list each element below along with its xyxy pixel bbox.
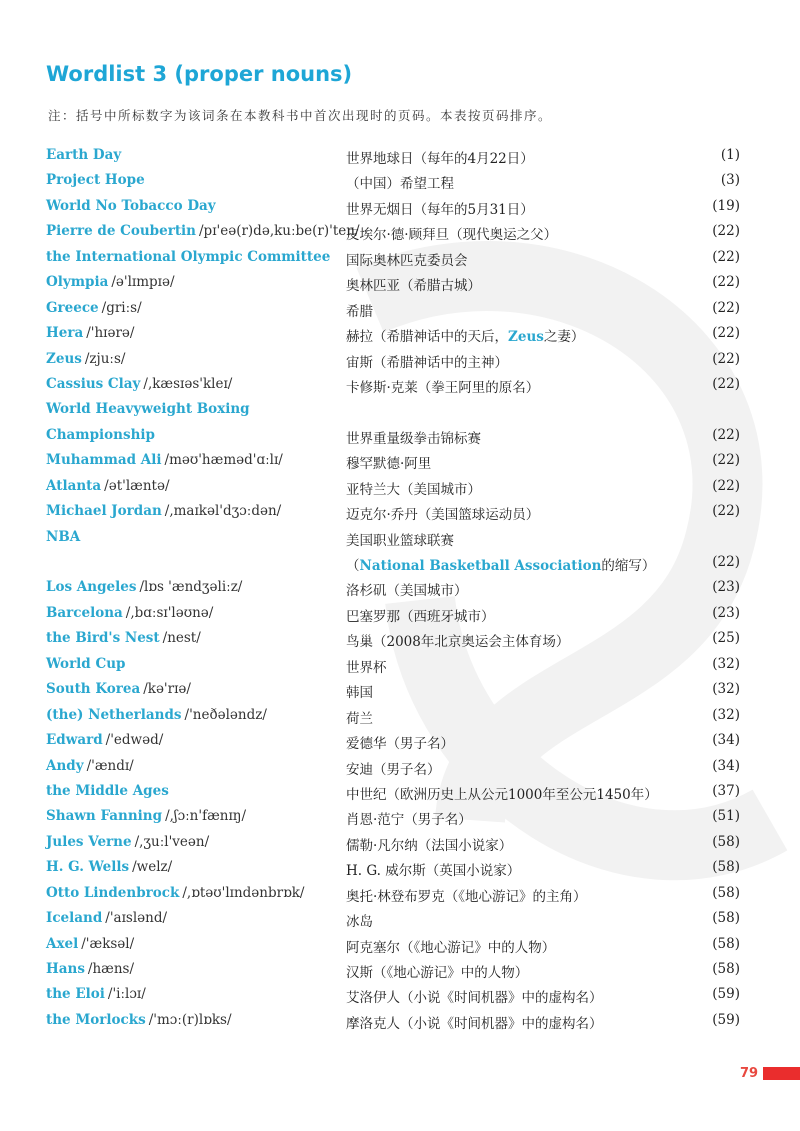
entry-phonetic: /lɒs 'ændʒəliːz/: [139, 579, 243, 596]
entry-translation-part: 之妻）: [543, 329, 585, 346]
entry-translation: 荷兰: [346, 710, 373, 727]
entry-page: (58): [712, 961, 740, 977]
entry-term: [46, 630, 201, 646]
wordlist-row: [46, 195, 740, 220]
entry-page: (22): [712, 426, 740, 443]
entry-word: World Cup: [46, 655, 126, 672]
entry-phonetic: /məʊ'hæməd'ɑːlɪ/: [164, 452, 283, 469]
entry-term: [46, 503, 281, 519]
entry-phonetic: /zjuːs/: [84, 350, 126, 367]
entry-translation: 迈克尔·乔丹（美国篮球运动员）: [346, 507, 540, 524]
entry-phonetic: /nest/: [162, 630, 201, 647]
entry-phonetic: /'æksəl/: [81, 935, 135, 952]
entry-word: Greece: [46, 299, 99, 316]
wordlist-row: [46, 271, 740, 296]
entry-translation: 摩洛克人（小说《时间机器》中的虚构名）: [346, 1015, 603, 1032]
entry-word: Hera: [46, 325, 84, 342]
entry-word: the Eloi: [46, 986, 105, 1003]
entry-word: South Korea: [46, 681, 141, 698]
entry-word: NBA: [46, 528, 81, 545]
entry-phonetic: /griːs/: [101, 299, 142, 316]
page-number-bar: [763, 1067, 800, 1080]
wordlist-row: [46, 169, 740, 194]
entry-translation: 世界地球日（每年的4月22日）: [346, 151, 534, 167]
entry-translation: 冰岛: [346, 914, 373, 931]
entry-translation: 国际奥林匹克委员会: [346, 252, 468, 269]
entry-word: Pierre de Coubertin: [46, 223, 196, 240]
entry-word: Jules Verne: [46, 833, 132, 850]
entry-term: [46, 579, 242, 595]
entry-phonetic: /pɪ'eə(r)də,kuːbe(r)'ten/: [199, 223, 360, 240]
wordlist-row: [46, 526, 740, 551]
wordlist-row: [46, 729, 740, 754]
wordlist-row: [46, 398, 740, 423]
entry-word: the International Olympic Committee: [46, 248, 331, 265]
entry-phonetic: /'neðələndz/: [184, 706, 267, 723]
entry-word: the Middle Ages: [46, 782, 169, 799]
wordlist-row: [46, 373, 740, 398]
entry-term: [46, 808, 246, 824]
wordlist-row: [46, 551, 740, 576]
entry-page: (22): [712, 375, 740, 392]
entry-phonetic: /'iːlɔɪ/: [107, 986, 146, 1003]
entry-translation: 鸟巢（2008年北京奥运会主体育场）: [346, 634, 570, 651]
entry-term: [46, 351, 125, 367]
entry-phonetic: /'ændɪ/: [86, 757, 134, 774]
entry-phonetic: /'mɔː(r)lɒks/: [148, 1011, 232, 1028]
entry-word: Barcelona: [46, 604, 123, 621]
wordlist-row: [46, 907, 740, 932]
entry-term: [46, 783, 169, 799]
entry-phonetic: /welz/: [132, 859, 173, 876]
entry-word: Shawn Fanning: [46, 808, 163, 825]
wordlist-row: [46, 882, 740, 907]
page-note: 注：括号中所标数字为该词条在本教科书中首次出现时的页码。本表按页码排序。: [48, 108, 553, 123]
entry-term: [46, 986, 146, 1002]
entry-translation: 皮埃尔·德·顾拜旦（现代奥运之父）: [346, 227, 558, 244]
entry-page: (32): [712, 706, 740, 723]
entry-translation-part: 赫拉（希腊神话中的天后，: [346, 329, 508, 346]
entry-term: [46, 605, 213, 621]
wordlist-row: [46, 500, 740, 525]
entry-term: [46, 529, 80, 545]
entry-page: (22): [712, 554, 740, 570]
entry-translation-part: （: [346, 558, 360, 574]
wordlist-row: [46, 576, 740, 601]
wordlist-row: [46, 322, 740, 347]
entry-term: [46, 681, 191, 697]
entry-term: [46, 656, 125, 672]
entry-term: [46, 401, 250, 417]
entry-phonetic: /ə'lɪmpɪə/: [111, 274, 175, 291]
entry-page: (22): [712, 452, 740, 469]
entry-term: [46, 452, 283, 468]
entry-translation: 亚特兰大（美国城市）: [346, 481, 481, 498]
wordlist-row: [46, 755, 740, 780]
entry-page: (58): [712, 935, 740, 952]
wordlist-row: [46, 653, 740, 678]
entry-translation: 巴塞罗那（西班牙城市）: [346, 608, 495, 625]
entry-translation: 中世纪（欧洲历史上从公元1000年至公元1450年）: [346, 786, 658, 803]
wordlist-row: [46, 424, 740, 449]
entry-translation: 穆罕默德·阿里: [346, 456, 432, 473]
entry-translation: 阿克塞尔（《地心游记》中的人物）: [346, 939, 556, 956]
wordlist-row: [46, 220, 740, 245]
entry-translation: （中国）希望工程: [346, 176, 454, 193]
entry-word: Atlanta: [46, 477, 102, 494]
entry-translation: 世界重量级拳击锦标赛: [346, 430, 481, 447]
entry-page: (19): [712, 197, 740, 214]
entry-translation: 儒勒·凡尔纳（法国小说家）: [346, 837, 513, 854]
wordlist-row: [46, 704, 740, 729]
entry-page: (32): [712, 655, 740, 672]
entry-word: H. G. Wells: [46, 859, 130, 876]
wordlist-table: [46, 144, 740, 1034]
wordlist-row: [46, 780, 740, 805]
entry-translation-highlight: National Basketball Association: [359, 558, 602, 574]
entry-translation: 艾洛伊人（小说《时间机器》中的虚构名）: [346, 990, 603, 1007]
entry-phonetic: /hæns/: [87, 961, 135, 977]
entry-word: Axel: [46, 935, 79, 952]
wordlist-row: [46, 805, 740, 830]
entry-phonetic: /'edwəd/: [105, 732, 164, 749]
entry-term: [46, 147, 121, 163]
entry-term: [46, 859, 172, 875]
wordlist-row: [46, 958, 740, 983]
entry-term: [46, 325, 134, 341]
entry-translation: 韩国: [346, 685, 373, 702]
entry-word: Michael Jordan: [46, 503, 162, 520]
entry-translation-highlight: Zeus: [508, 329, 544, 346]
entry-page: (25): [712, 630, 740, 647]
entry-page: (22): [712, 325, 740, 342]
entry-page: (37): [712, 782, 740, 799]
entry-word: Iceland: [46, 910, 103, 927]
wordlist-row: [46, 246, 740, 271]
entry-word: the Morlocks: [46, 1011, 146, 1028]
entry-translation: 奥托·林登布罗克（《地心游记》的主角）: [346, 888, 587, 905]
wordlist-row: [46, 856, 740, 881]
entry-phonetic: /,bɑːsɪ'ləʊnə/: [125, 604, 214, 621]
entry-term: [46, 249, 330, 265]
entry-word: Muhammad Ali: [46, 452, 162, 469]
entry-term: [46, 172, 145, 188]
entry-page: (3): [720, 172, 740, 189]
wordlist-row: [46, 348, 740, 373]
wordlist-row: [46, 627, 740, 652]
entry-page: (22): [712, 299, 740, 316]
entry-page: (34): [712, 757, 740, 774]
entry-term: [46, 885, 304, 901]
entry-page: (59): [712, 1011, 740, 1028]
entry-term: [46, 834, 209, 850]
entry-translation: 希腊: [346, 303, 373, 320]
wordlist-row: [46, 831, 740, 856]
entry-page: (58): [712, 833, 740, 850]
entry-page: (22): [712, 223, 740, 240]
entry-word: Edward: [46, 732, 103, 749]
entry-translation: 世界无烟日（每年的5月31日）: [346, 201, 534, 218]
entry-translation-part: 的缩写）: [601, 558, 656, 574]
entry-word: Otto Lindenbrock: [46, 884, 180, 901]
entry-word: Cassius Clay: [46, 375, 141, 392]
entry-word: Zeus: [46, 350, 82, 367]
entry-translation: 世界杯: [346, 659, 387, 676]
entry-word: Earth Day: [46, 147, 122, 163]
page-title: Wordlist 3 (proper nouns): [46, 62, 353, 86]
entry-word: Hans: [46, 961, 85, 977]
entry-term: [46, 478, 170, 494]
entry-term: [46, 427, 155, 443]
entry-term: [46, 936, 134, 952]
wordlist-row: [46, 449, 740, 474]
entry-page: (22): [712, 477, 740, 494]
entry-phonetic: /'hɪərə/: [86, 325, 135, 342]
entry-page: (22): [712, 350, 740, 367]
entry-phonetic: /kə'rɪə/: [143, 681, 191, 698]
entry-translation: 爱德华（男子名）: [346, 736, 454, 753]
entry-translation: [346, 554, 655, 574]
entry-page: (32): [712, 681, 740, 698]
entry-term: [46, 707, 267, 723]
entry-translation: 宙斯（希腊神话中的主神）: [346, 354, 508, 371]
entry-term: [46, 376, 232, 392]
entry-translation: 肖恩·范宁（男子名）: [346, 812, 472, 829]
entry-translation: 安迪（男子名）: [346, 761, 441, 778]
entry-term: [46, 198, 216, 214]
entry-translation: [346, 325, 584, 345]
entry-page: (1): [720, 147, 740, 163]
entry-translation: 卡修斯·克莱（拳王阿里的原名）: [346, 379, 540, 396]
entry-word: Andy: [46, 757, 84, 774]
entry-term: [46, 223, 360, 239]
entry-term: [46, 300, 142, 316]
entry-word: World No Tobacco Day: [46, 197, 216, 214]
wordlist-row: [46, 475, 740, 500]
entry-page: (58): [712, 859, 740, 876]
entry-page: (58): [712, 910, 740, 927]
entry-phonetic: /,ɒtəʊ'lɪndənbrɒk/: [182, 884, 305, 901]
entry-page: (59): [712, 986, 740, 1003]
entry-word: World Heavyweight Boxing: [46, 401, 250, 418]
entry-term: [46, 1012, 232, 1028]
wordlist-row: [46, 678, 740, 703]
entry-term: [46, 961, 134, 977]
page-number: 79: [740, 1066, 759, 1081]
entry-word: Olympia: [46, 274, 109, 291]
wordlist-row: [46, 602, 740, 627]
entry-page: (51): [712, 808, 740, 825]
entry-word: (the) Netherlands: [46, 706, 182, 723]
entry-phonetic: /,ʃɔːn'fænɪŋ/: [165, 808, 247, 825]
wordlist-row: [46, 1009, 740, 1034]
entry-phonetic: /ət'læntə/: [104, 477, 170, 494]
entry-term: [46, 274, 175, 290]
entry-word: the Bird's Nest: [46, 630, 160, 647]
entry-word: Los Angeles: [46, 579, 137, 596]
entry-page: (22): [712, 503, 740, 520]
entry-translation: 汉斯（《地心游记》中的人物）: [346, 965, 529, 981]
entry-page: (34): [712, 732, 740, 749]
entry-word: Championship: [46, 426, 155, 443]
entry-page: (23): [712, 579, 740, 596]
entry-phonetic: /,kæsɪəs'kleɪ/: [143, 375, 233, 392]
entry-translation: 奥林匹亚（希腊古城）: [346, 278, 481, 295]
entry-term: [46, 732, 163, 748]
entry-page: (22): [712, 248, 740, 265]
entry-term: [46, 758, 134, 774]
entry-page: (23): [712, 604, 740, 621]
entry-phonetic: /'aɪslənd/: [105, 910, 168, 927]
wordlist-row: [46, 144, 740, 169]
wordlist-row: [46, 983, 740, 1008]
entry-phonetic: /,ʒuːl'veən/: [134, 833, 210, 850]
entry-page: (58): [712, 884, 740, 901]
wordlist-row: [46, 933, 740, 958]
entry-phonetic: /,maɪkəl'dʒɔːdən/: [164, 503, 282, 520]
entry-translation: 洛杉矶（美国城市）: [346, 583, 468, 600]
entry-page: (22): [712, 274, 740, 291]
entry-translation: H. G. 威尔斯（英国小说家）: [346, 863, 521, 880]
wordlist-row: [46, 297, 740, 322]
entry-term: [46, 910, 167, 926]
entry-translation: 美国职业篮球联赛: [346, 532, 454, 549]
entry-word: Project Hope: [46, 172, 145, 189]
